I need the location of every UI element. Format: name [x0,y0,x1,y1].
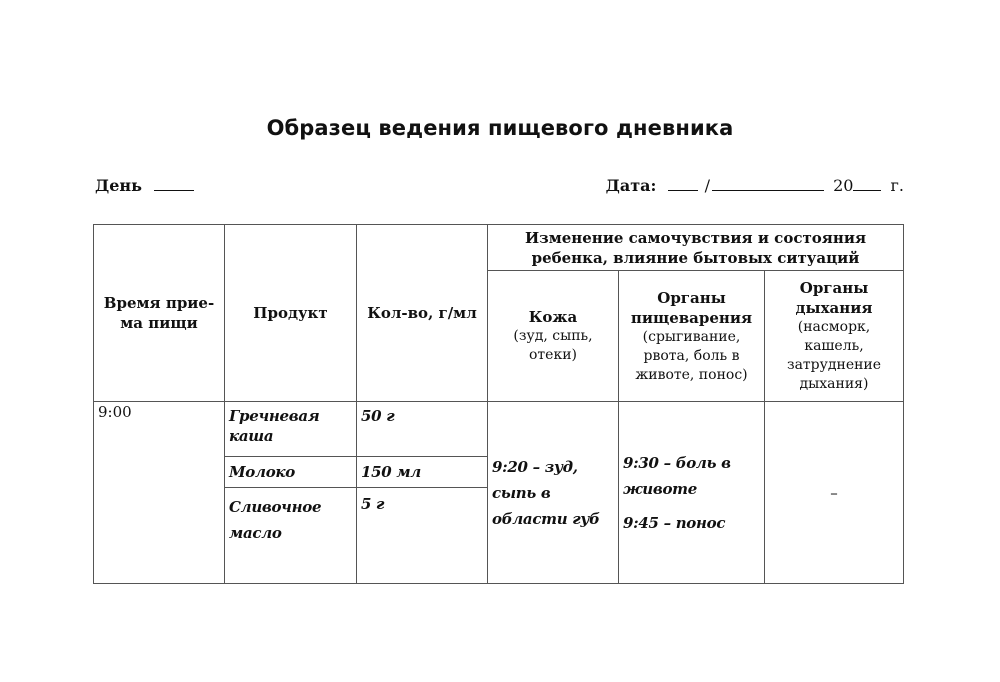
header-breathing [765,271,904,402]
date-label: Дата [605,176,651,195]
header-digestion-detail: (срыгивание, рвота, боль в животе, понос) [635,328,748,383]
header-changes: Изменение самочувствия и состояния ребенка, влияние бытовых ситуаций [488,225,904,271]
product-cell: Сливочное масло [225,488,357,584]
header-digestion [619,271,765,402]
breathing-symptom-cell: – [765,402,904,584]
amount-cell: 150 мл [357,457,488,488]
product-cell: Гречневая каша [225,402,357,457]
day-label: День [95,176,142,195]
header-breathing-detail: (насморк, кашель, затруднение дыхания) [786,319,882,392]
product-cell: Молоко [225,457,357,488]
header-breathing-title: Органы дыхания [795,279,873,317]
header-skin-detail: (зуд, сыпь, отеки) [513,328,593,363]
amount-cell: 50 г [357,402,488,457]
header-digestion-title: Органы пищеварения [630,288,753,327]
header-product: Продукт [225,225,357,402]
amount-cell: 5 г [357,488,488,584]
date-century: 20 [833,176,854,195]
page-title: Образец ведения пищевого дневника [266,116,734,140]
digestion-symptom-cell [619,402,765,584]
date-suffix: г. [890,176,904,195]
date-field: Дата: / 20 г. [605,176,904,195]
digestion-symptom-1: 9:30 – боль в животе [623,453,731,498]
meal-time-cell: 9:00 [94,402,225,584]
day-blank [154,176,194,191]
date-month-blank [712,176,824,191]
header-quantity: Кол-во, г/мл [357,225,488,402]
skin-symptom-cell: 9:20 – зуд, сыпь в области губ [488,402,619,584]
date-year-blank [853,176,881,191]
header-skin [488,271,619,402]
header-meal-time: Время прие-ма пищи [94,225,225,402]
day-field [95,176,194,195]
digestion-symptom-2: 9:45 – понос [623,513,726,532]
table-row [94,402,904,457]
date-day-blank [668,176,698,191]
header-skin-title: Кожа [528,308,578,326]
food-diary-table [93,224,904,584]
